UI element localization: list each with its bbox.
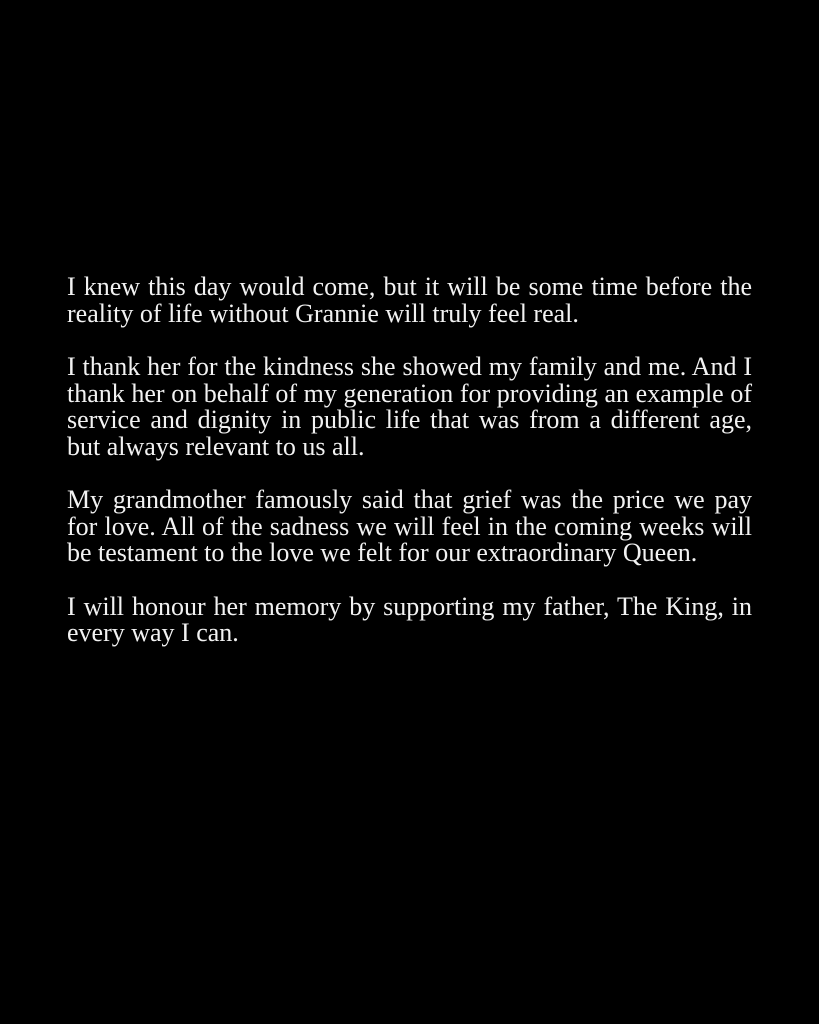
- statement-paragraph-4: I will honour her memory by supporting my father, The King, in every way I can.: [67, 591, 752, 647]
- statement-paragraph-2: I thank her for the kindness she showed my family and me. And I thank her on behalf of my generation for providing an example of service and dignity in public life that was from a different age, but always relevant to us all.: [67, 352, 752, 461]
- statement-paragraph-3: My grandmother famously said that grief was the price we pay for love. All of the sadness we will feel in the coming weeks will be testament to the love we felt for our extraordinary Queen.: [67, 485, 752, 567]
- statement-paragraph-1: I knew this day would come, but it will be some time before the reality of life without Grannie will truly feel real.: [67, 272, 752, 328]
- statement-text: [67, 274, 752, 647]
